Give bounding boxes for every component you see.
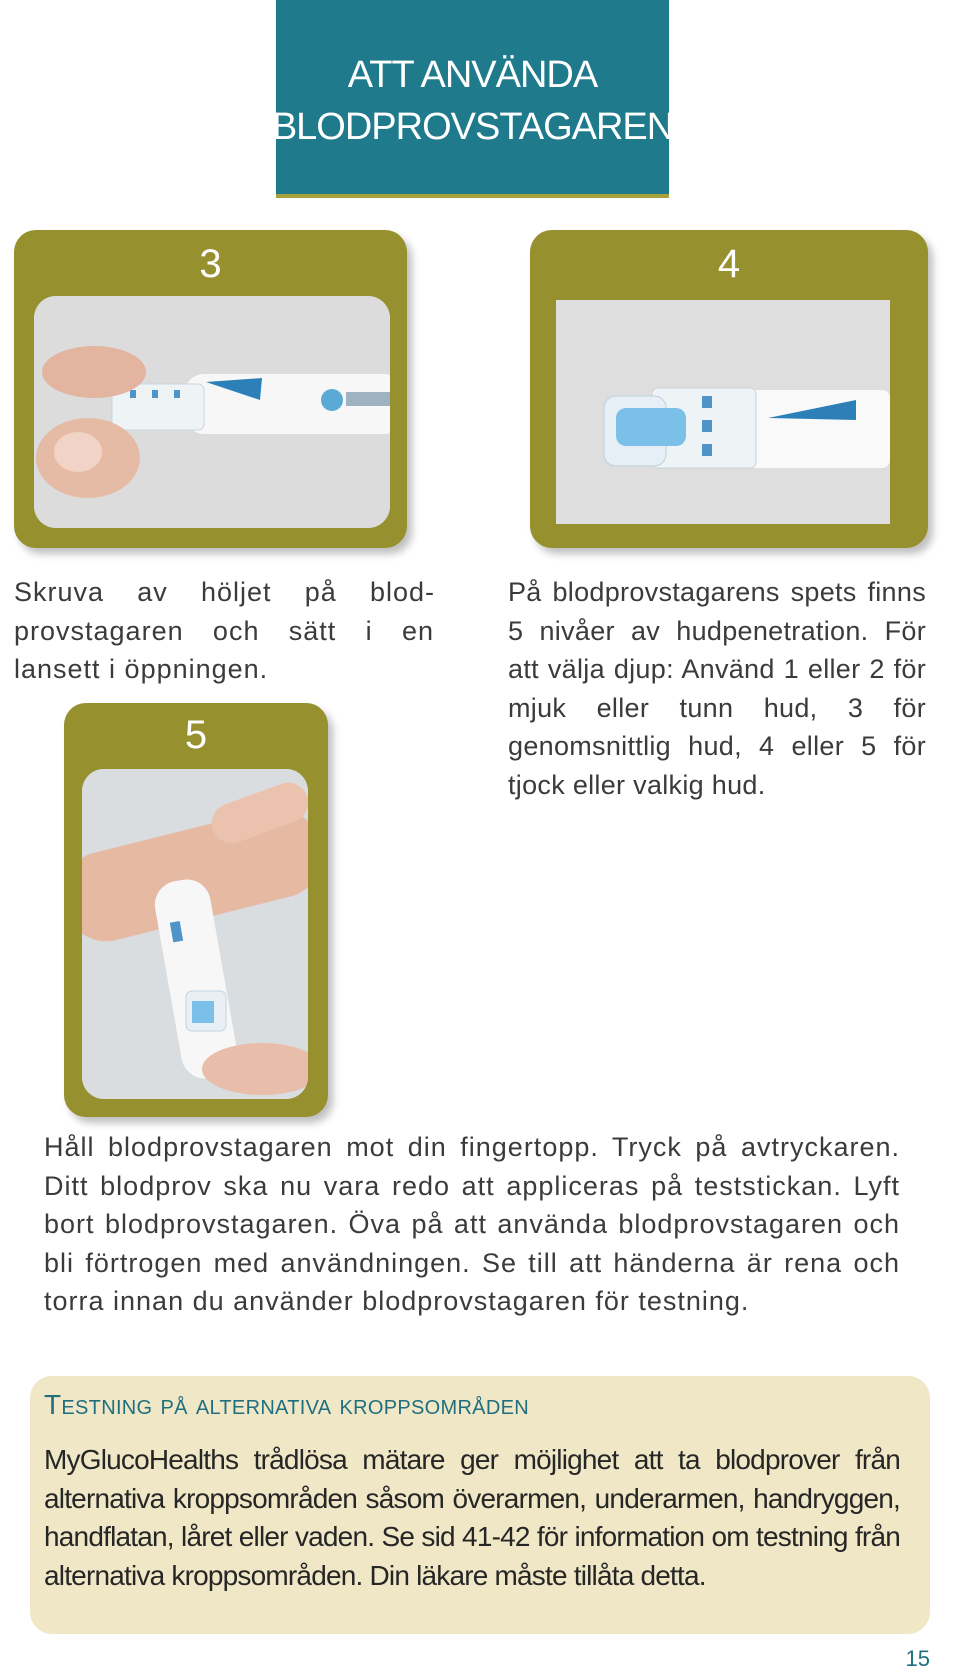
step-5-photo xyxy=(82,769,308,1099)
step-4-text: På blodprovstagarens spets finns 5 nivåer av hudpenetration. För att välja djup: Använd 1 eller 2 för mjuk eller tunn hud, 3 för genomsnittlig hud, 4 eller 5 för tjock eller valkig hud. xyxy=(508,577,926,800)
info-box-title-text: Testning på alternativa kroppsområden xyxy=(44,1389,529,1420)
step-5-card xyxy=(64,703,328,1117)
info-box-text: MyGlucoHealths trådlösa mätare ger möjlighet att ta blodprover från alternativa kroppsområden såsom överarmen, underarmen, handryggen, handflatan, låret eller vaden. Se sid 41-42 för information om testning från alternativa kroppsområden. Din läkare måste tillåta detta. xyxy=(44,1444,900,1591)
step-3-card xyxy=(14,230,407,548)
header-title-line-1: ATT ANVÄNDA xyxy=(347,54,598,96)
step-3-photo xyxy=(34,296,390,528)
step-5-number: 5 xyxy=(184,713,208,757)
step-4-number: 4 xyxy=(717,242,741,286)
lancing-device-tip-illustration xyxy=(556,300,890,524)
info-box-title xyxy=(44,1389,529,1421)
page-number: 15 xyxy=(905,1646,930,1671)
lancing-device-finger-illustration xyxy=(82,769,308,1099)
step-3-number: 3 xyxy=(199,242,222,286)
step-3-text: Skruva av höljet på blodprovstagaren och sätt i en lansett i öppningen. xyxy=(14,577,434,684)
step-4-photo xyxy=(556,300,890,524)
page-header xyxy=(271,0,674,198)
step-5-text: Håll blodprovstagaren mot din fingertopp. Tryck på avtryckaren. Ditt blodprov ska nu vara redo att appliceras på teststickan. Lyft bort blodprovstagaren. Öva på att använda blodprovstagaren och bli förtrogen med användningen. Se till att händerna är rena och torra innan du använder blodprovstagaren för testning. xyxy=(44,1132,900,1316)
lancing-device-cap-illustration xyxy=(34,296,390,528)
step-4-card xyxy=(530,230,928,548)
header-title-line-2: BLODPROVSTAGAREN xyxy=(271,106,674,148)
